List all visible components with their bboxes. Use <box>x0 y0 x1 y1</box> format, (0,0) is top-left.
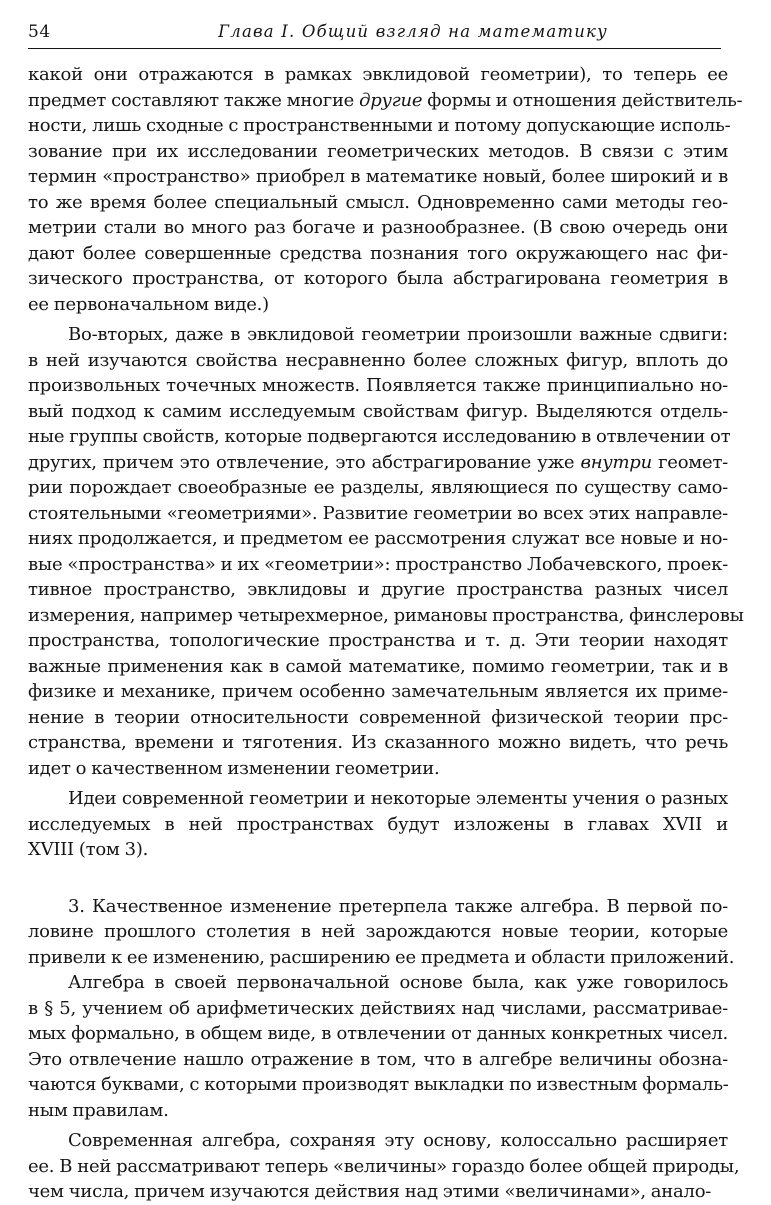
text-line: привели к ее изменению, расширению ее предмета и области приложений. <box>28 946 735 968</box>
running-title: Глава I. Общий взгляд на математику <box>218 22 608 41</box>
text-line: зического пространства, от которого была абстрагирована геометрия в <box>28 268 728 289</box>
text-line: Современная алгебра, сохраняя эту основу, колоссально расширяет <box>68 1130 728 1151</box>
text-line: в § 5, учением об арифметических действиях над числами, рассматривае- <box>28 997 728 1019</box>
text-line: мых формально, в общем виде, в отвлечении от данных конкретных чисел. <box>28 1023 728 1044</box>
text-line: произвольных точечных множеств. Появляется также принципиально но- <box>28 375 728 396</box>
text-line: чаются буквами, с которыми производят выкладки по известным формаль- <box>28 1074 729 1095</box>
text-line: стоятельными «геометриями». Развитие геометрии во всех этих направле- <box>28 502 728 524</box>
paragraph <box>28 786 728 863</box>
text-line: других, причем это отвлечение, это абстрагирование уже внутри геомет- <box>28 451 728 473</box>
text-line: нение в теории относительности современной физической теории прс- <box>28 706 728 728</box>
text-line: Во-вторых, даже в эвклидовой геометрии произошли важные сдвиги: <box>68 324 728 345</box>
section-gap <box>28 863 728 894</box>
text-line: XVIII (том 3). <box>28 839 149 860</box>
text-line: ным правилам. <box>28 1099 169 1121</box>
paragraph <box>28 970 728 1123</box>
paragraph <box>28 62 743 317</box>
text-line: зование при их исследовании геометрических методов. В связи с этим <box>28 140 728 162</box>
text-line: ловине прошлого столетия в ней зарождаются новые теории, которые <box>28 921 728 942</box>
text-line: странства, времени и тяготения. Из сказанного можно видеть, что речь <box>28 732 728 753</box>
text-line: вые «пространства» и их «геометрии»: пространство Лобачевского, проек- <box>28 553 728 575</box>
paragraph <box>28 894 735 971</box>
text-line: метрии стали во много раз богаче и разнообразнее. (В свою очередь они <box>28 217 728 238</box>
text-line: ее первоначальном виде.) <box>28 293 269 315</box>
text-line: ее. В ней рассматривают теперь «величины» гораздо более общей природы, <box>28 1155 740 1177</box>
paragraph <box>28 322 744 781</box>
text-line: то же время более специальный смысл. Одновременно сами методы гео- <box>28 191 728 213</box>
text-line: какой они отражаются в рамках эвклидовой геометрии), то теперь ее <box>28 64 728 85</box>
emphasized-word: другие <box>359 89 423 111</box>
page-number: 54 <box>28 22 51 42</box>
header-rule <box>28 48 721 49</box>
text-line: дают более совершенные средства познания того окружающего нас фи- <box>28 242 728 264</box>
text-line: термин «пространство» приобрел в математике новый, более широкий и в <box>28 166 728 187</box>
text-line: измерения, например четырехмерное, римановы пространства, финслеровы <box>28 604 744 626</box>
body-text <box>28 62 744 1205</box>
text-line: важные применения как в самой математике, помимо геометрии, так и в <box>28 655 728 677</box>
text-line: ные группы свойств, которые подвергаются исследованию в отвлечении от <box>28 426 731 447</box>
text-line: идет о качественном изменении геометрии. <box>28 757 440 779</box>
page-header <box>28 20 728 46</box>
text-line: ниях продолжается, и предметом ее рассмотрения служат все новые и но- <box>28 528 728 549</box>
text-line: Алгебра в своей первоначальной основе была, как уже говорилось <box>68 972 728 993</box>
text-line: исследуемых в ней пространствах будут изложены в главах XVII и <box>28 813 728 835</box>
text-line: физике и механике, причем особенно замечательным является их приме- <box>28 681 728 702</box>
emphasized-word: внутри <box>580 451 652 473</box>
text-line: тивное пространство, эвклидовы и другие пространства разных чисел <box>28 579 728 600</box>
paragraph <box>28 1128 740 1205</box>
text-line: пространства, топологические пространства и т. д. Эти теории находят <box>28 630 728 651</box>
text-line: ности, лишь сходные с пространственными и потому допускающие исполь- <box>28 115 731 136</box>
text-line: Идеи современной геометрии и некоторые элементы учения о разных <box>68 788 728 809</box>
text-line: в ней изучаются свойства несравненно более сложных фигур, вплоть до <box>28 349 728 371</box>
text-line: рии порождает своеобразные ее разделы, являющиеся по существу само- <box>28 477 728 498</box>
text-line: вый подход к самим исследуемым свойствам фигур. Выделяются отдель- <box>28 400 728 422</box>
text-line: чем числа, причем изучаются действия над этими «величинами», анало- <box>28 1181 712 1202</box>
text-line: 3. Качественное изменение претерпела также алгебра. В первой по- <box>68 895 728 917</box>
text-line: Это отвлечение нашло отражение в том, что в алгебре величины обозна- <box>28 1048 728 1070</box>
text-line: предмет составляют также многие другие формы и отношения действитель- <box>28 89 743 111</box>
